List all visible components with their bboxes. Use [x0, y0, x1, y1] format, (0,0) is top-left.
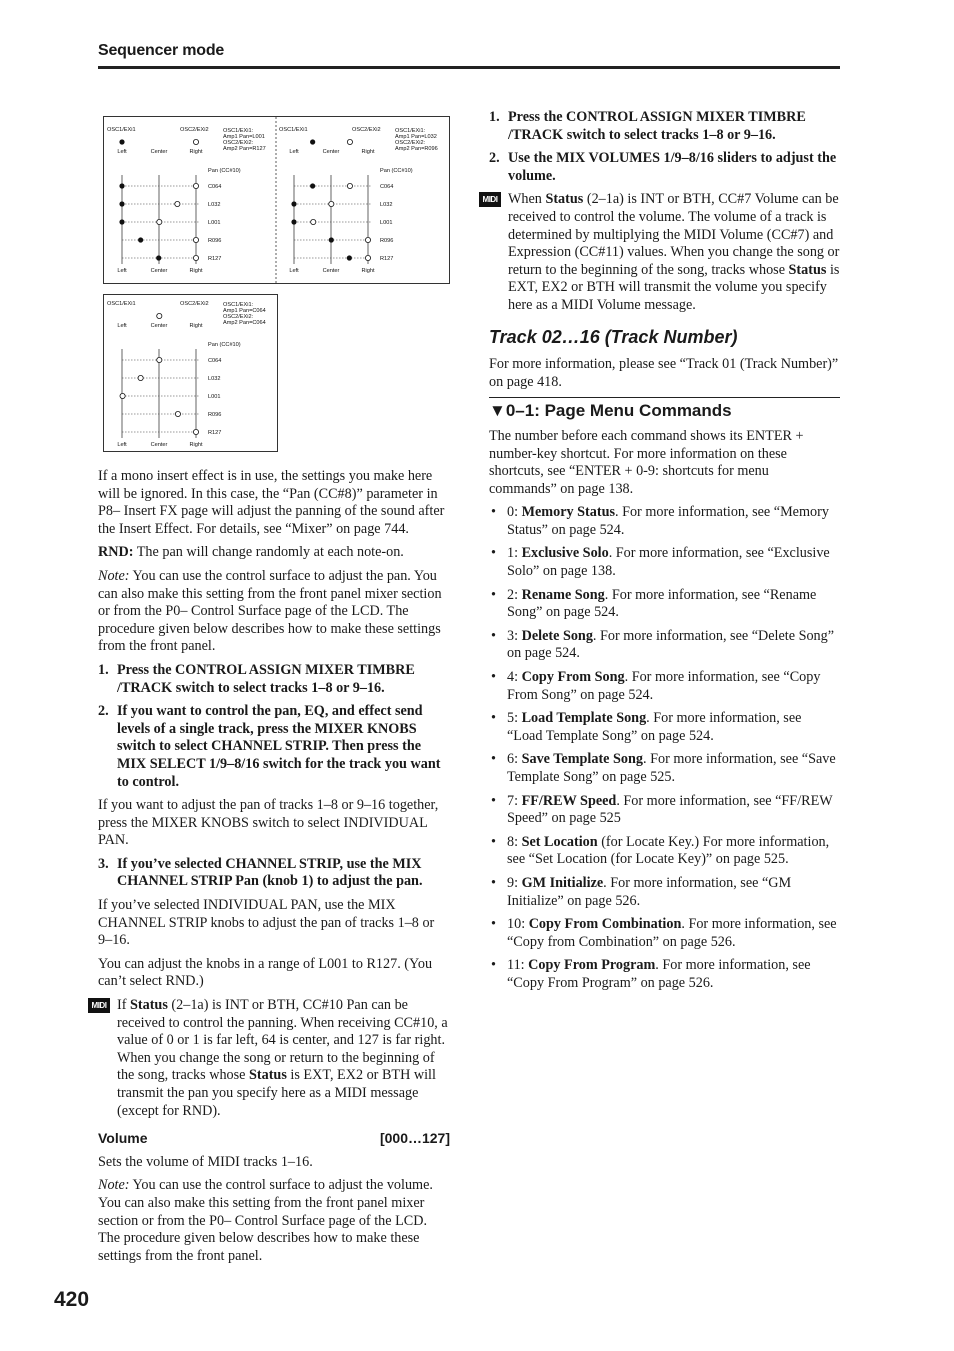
amp-pan-info-line: OSC1/EXi1:	[223, 128, 254, 134]
amp-pan-info-line: Amp2 Pan=R127	[223, 146, 266, 152]
command-description: . For more information, see “Load Template Song” on page 524.	[507, 710, 802, 744]
volume-label: Volume	[98, 1130, 148, 1147]
page-header-title: Sequencer mode	[98, 42, 225, 59]
command-name: Set Location	[521, 833, 598, 850]
command-name: Delete Song	[521, 627, 593, 644]
scale-left-label: Left	[117, 149, 127, 155]
amp-pan-info-line: OSC2/EXi2:	[395, 140, 426, 146]
menu-command-item	[489, 710, 840, 745]
step-text: Press the CONTROL ASSIGN MIXER TIMBRE /TRACK switch to select tracks 1–8 or 9–16.	[117, 661, 415, 696]
osc1-result-marker	[119, 183, 124, 188]
menu-command-item	[489, 545, 840, 580]
pan-row-label: R096	[380, 238, 394, 244]
osc1-result-marker	[329, 237, 334, 242]
midi-logo-icon: MIDI	[88, 998, 110, 1013]
osc2-result-marker	[120, 393, 125, 398]
volume-description: Sets the volume of MIDI tracks 1–16.	[98, 1153, 313, 1170]
pan-step-2	[98, 703, 450, 791]
track-number-heading: Track 02…16 (Track Number)	[489, 326, 738, 347]
osc2-amp-marker	[157, 313, 162, 318]
pan-row-label: R127	[208, 430, 222, 436]
osc2-column-label: OSC2/EXi2	[180, 127, 209, 133]
command-name: Copy From Program	[528, 957, 656, 974]
osc2-result-marker	[157, 357, 162, 362]
midi-text-c: (2–1a) is INT or BTH, CC#10 Pan can be received to control the panning. When receiving CC#10, a value of 0 or 1 is far left, 64 is center, and 127 is far right. When you change the song or return to the beginning of the song, tracks whose	[117, 997, 448, 1084]
osc2-result-marker	[193, 255, 198, 260]
osc2-result-marker	[175, 411, 180, 416]
scale-center-label: Center	[150, 442, 168, 448]
command-name: Load Template Song	[521, 710, 647, 727]
scale-left-label: Left	[289, 268, 299, 274]
step-number: 2.	[98, 703, 109, 720]
menu-command-item	[489, 875, 840, 910]
menu-command-item	[489, 504, 840, 539]
pan-row-label: R096	[208, 412, 222, 418]
midi-logo-icon: MIDI	[479, 192, 501, 207]
pan-diagram-top-svg	[104, 117, 449, 283]
scale-center-label: Center	[150, 149, 168, 155]
command-description: . For more information, see “Copy from Combination” on page 526.	[507, 916, 837, 950]
osc2-amp-marker	[347, 139, 352, 144]
osc2-result-marker	[193, 237, 198, 242]
osc1-result-marker	[347, 255, 352, 260]
midi-text-a: If	[117, 997, 130, 1014]
menu-command-item	[489, 916, 840, 951]
command-number: 0:	[507, 504, 522, 521]
command-name: Copy From Song	[521, 669, 625, 686]
osc2-result-marker	[329, 201, 334, 206]
osc2-result-marker	[138, 375, 143, 380]
pan-row-label: C064	[208, 358, 222, 364]
track-number-text: For more information, please see “Track 01 (Track Number)” on page 418.	[489, 356, 839, 390]
osc2-result-marker	[365, 237, 370, 242]
pan-row-label: L001	[380, 220, 393, 226]
command-name: GM Initialize	[521, 874, 604, 891]
step-text: If you want to control the pan, EQ, and effect send levels of a single track, press the MIXER KNOBS switch to select CHANNEL STRIP. Then press the MIX SELECT 1/9–8/16 switch for the track you want to control.	[117, 703, 441, 790]
amp-pan-info-line: OSC2/EXi2:	[223, 314, 254, 320]
command-description: . For more information, see “Copy From Program” on page 526.	[507, 957, 811, 991]
volume-step-2	[489, 150, 840, 185]
amp-pan-info-line: OSC1/EXi1:	[395, 128, 426, 134]
scale-right-label: Right	[189, 149, 203, 155]
amp-pan-info-line: Amp1 Pan=L001	[223, 134, 265, 140]
step-text: If you’ve selected CHANNEL STRIP, use the MIX CHANNEL STRIP Pan (knob 1) to adjust the pan.	[117, 855, 423, 890]
command-number: 11:	[507, 957, 529, 974]
command-description: . For more information, see “FF/REW Speed” on page 525	[507, 792, 833, 827]
step-text: Use the MIX VOLUMES 1/9–8/16 sliders to adjust the volume.	[508, 150, 837, 184]
pan-row-label: R127	[208, 256, 222, 262]
command-number: 3:	[507, 627, 522, 644]
section-rule	[489, 397, 840, 398]
menu-command-item	[489, 834, 840, 869]
osc1-column-label: OSC1/EXi1	[107, 301, 136, 307]
scale-left-label: Left	[117, 323, 127, 329]
osc1-amp-marker	[310, 139, 315, 144]
step-text: Press the CONTROL ASSIGN MIXER TIMBRE /TRACK switch to select tracks 1–8 or 9–16.	[508, 109, 806, 143]
pan-cc10-label: Pan (CC#10)	[208, 342, 241, 348]
command-description: . For more information, see “Exclusive Solo” on page 138.	[507, 545, 830, 580]
mono-insert-paragraph: If a mono insert effect is in use, the settings you make here will be ignored. In this case, the “Pan (CC#8)” parameter in P8– Insert FX page will adjust the panning of the sound after the Insert Effect. For details, see “Mixer” on page 744.	[98, 468, 445, 537]
pan-row-label: C064	[380, 184, 394, 190]
amp-pan-info-line: Amp1 Pan=C064	[223, 308, 266, 314]
command-number: 9:	[507, 874, 522, 891]
command-description: . For more information, see “Rename Song” on page 524.	[507, 586, 817, 621]
pan-diagram-bottom-svg	[104, 295, 277, 451]
scale-center-label: Center	[322, 268, 340, 274]
scale-right-label: Right	[361, 268, 375, 274]
page-menu-heading: ▼0–1: Page Menu Commands	[489, 401, 732, 421]
scale-left-label: Left	[117, 442, 127, 448]
scale-left-label: Left	[117, 268, 127, 274]
pan-step-3	[98, 856, 450, 891]
osc1-column-label: OSC1/EXi1	[107, 127, 136, 133]
note-text: You can use the control surface to adjust the volume. You can also make this setting from the front panel mixer section or from the P0– Control Surface page of the LCD. The procedure given below describes how to make these settings from the front panel.	[98, 1177, 433, 1264]
step-number: 3.	[98, 855, 109, 872]
scale-right-label: Right	[189, 268, 203, 274]
note-label: Note:	[98, 1177, 130, 1194]
midi-text-a: When	[508, 191, 546, 208]
osc1-result-marker	[119, 219, 124, 224]
pan-step-3-body-1: If you’ve selected INDIVIDUAL PAN, use the MIX CHANNEL STRIP knobs to adjust the pan of tracks 1–8 or 9–16.	[98, 897, 435, 949]
command-number: 10:	[507, 916, 529, 933]
pan-midi-note	[91, 997, 450, 1120]
amp-pan-info-line: Amp2 Pan=C064	[223, 320, 266, 326]
midi-text-c: (2–1a) is INT or BTH, CC#7 Volume can be received to control the volume. The volume of a track is determined by multiplying the MIDI Volume (CC#7) and Expression (CC#11) values. When you change the song or return to the beginning of the song, tracks whose	[508, 191, 840, 278]
osc2-result-marker	[365, 255, 370, 260]
pan-step-3-body-2: You can adjust the knobs in a range of L001 to R127. (You can’t select RND.)	[98, 955, 433, 990]
command-name: Copy From Combination	[528, 916, 682, 933]
pan-row-label: L032	[208, 202, 221, 208]
scale-center-label: Center	[150, 323, 168, 329]
command-description: . For more information, see “Save Template Song” on page 525.	[507, 751, 836, 785]
menu-command-item	[489, 751, 840, 786]
note-label: Note:	[98, 567, 130, 584]
menu-command-list	[489, 504, 840, 992]
step-number: 1.	[98, 661, 109, 678]
pan-row-label: C064	[208, 184, 222, 190]
pan-note-paragraph	[98, 568, 450, 656]
note-text: You can use the control surface to adjust the pan. You can also make this setting from the front panel mixer section or from the P0– Control Surface page of the LCD. The procedure given below describes how to make these settings from the front panel.	[98, 567, 442, 655]
osc1-result-marker	[310, 183, 315, 188]
page-number: 420	[54, 1288, 90, 1311]
pan-diagram-bottom	[103, 294, 278, 452]
command-description: (for Locate Key.) For more information, see “Set Location (for Locate Key)” on page 525.	[507, 833, 830, 868]
step-number: 2.	[489, 150, 500, 167]
amp-pan-info-line: Amp1 Pan=L032	[395, 134, 437, 140]
amp-pan-info-line: OSC2/EXi2:	[223, 140, 254, 146]
rnd-label: RND:	[98, 544, 134, 561]
osc1-result-marker	[138, 237, 143, 242]
rnd-text: The pan will change randomly at each note-on.	[133, 544, 404, 561]
midi-status-term: Status	[249, 1067, 287, 1084]
command-description: . For more information, see “GM Initialize” on page 526.	[507, 874, 792, 909]
command-number: 7:	[507, 792, 522, 809]
volume-note-paragraph	[98, 1177, 450, 1265]
osc2-amp-marker	[193, 139, 198, 144]
left-column	[91, 468, 450, 1271]
menu-command-item	[489, 628, 840, 663]
pan-row-label: L001	[208, 220, 221, 226]
amp-pan-info-line: Amp2 Pan=R096	[395, 146, 438, 152]
midi-status-term: Status	[788, 261, 827, 278]
osc2-result-marker	[175, 201, 180, 206]
pan-cc10-label: Pan (CC#10)	[208, 168, 241, 174]
scale-center-label: Center	[150, 268, 168, 274]
osc1-column-label: OSC1/EXi1	[279, 127, 308, 133]
menu-command-item	[489, 669, 840, 704]
volume-step-1	[489, 109, 840, 144]
pan-diagram-top	[103, 116, 450, 284]
right-column	[482, 109, 840, 999]
osc2-result-marker	[347, 183, 352, 188]
volume-param-heading	[98, 1130, 450, 1148]
step-number: 1.	[489, 109, 500, 125]
page-menu-intro: The number before each command shows its ENTER + number-key shortcut. For more information on these shortcuts, see “ENTER + 0-9: shortcuts for menu commands” on page 138.	[489, 427, 804, 497]
osc2-result-marker	[193, 183, 198, 188]
command-description: . For more information, see “Copy From Song” on page 524.	[507, 669, 821, 703]
command-number: 2:	[507, 586, 522, 603]
osc1-amp-marker	[119, 139, 124, 144]
command-name: Rename Song	[521, 586, 605, 603]
scale-right-label: Right	[361, 149, 375, 155]
amp-pan-info-line: OSC1/EXi1:	[223, 302, 254, 308]
command-name: Save Template Song	[521, 751, 643, 768]
command-name: FF/REW Speed	[521, 792, 617, 809]
command-name: Exclusive Solo	[521, 545, 609, 562]
scale-center-label: Center	[322, 149, 340, 155]
pan-step-2-body: If you want to adjust the pan of tracks 1–8 or 9–16 together, press the MIXER KNOBS switch to select INDIVIDUAL PAN.	[98, 797, 439, 849]
pan-row-label: R127	[380, 256, 394, 262]
midi-text-e: is EXT, EX2 or BTH will transmit the pan you specify here as a MIDI message (except for RND).	[117, 1067, 436, 1119]
midi-status-term: Status	[545, 191, 584, 208]
volume-range: [000…127]	[379, 1130, 450, 1147]
osc1-result-marker	[119, 201, 124, 206]
command-number: 8:	[507, 833, 522, 850]
header-rule	[98, 66, 840, 69]
pan-row-label: L001	[208, 394, 221, 400]
osc2-result-marker	[157, 219, 162, 224]
scale-left-label: Left	[289, 149, 299, 155]
pan-cc10-label: Pan (CC#10)	[380, 168, 413, 174]
osc2-column-label: OSC2/EXi2	[352, 127, 381, 133]
command-number: 6:	[507, 751, 522, 768]
pan-step-1	[98, 662, 450, 697]
menu-command-item	[489, 957, 840, 992]
osc1-result-marker	[291, 201, 296, 206]
osc2-column-label: OSC2/EXi2	[180, 301, 209, 307]
midi-status-term: Status	[130, 997, 168, 1014]
pan-row-label: L032	[208, 376, 221, 382]
scale-right-label: Right	[189, 323, 203, 329]
rnd-paragraph	[98, 544, 450, 562]
command-description: . For more information, see “Memory Status” on page 524.	[507, 504, 829, 538]
pan-row-label: R096	[208, 238, 222, 244]
midi-text-e: is EXT, EX2 or BTH will transmit the volume you specify here as a MIDI Volume message.	[508, 261, 840, 313]
menu-command-item	[489, 793, 840, 828]
command-name: Memory Status	[521, 504, 615, 521]
scale-right-label: Right	[189, 442, 203, 448]
command-number: 1:	[507, 545, 522, 562]
pan-row-label: L032	[380, 202, 393, 208]
osc1-result-marker	[156, 255, 161, 260]
osc1-result-marker	[291, 219, 296, 224]
command-number: 5:	[507, 710, 522, 727]
menu-command-item	[489, 587, 840, 622]
osc2-result-marker	[193, 429, 198, 434]
command-number: 4:	[507, 669, 522, 686]
osc2-result-marker	[311, 219, 316, 224]
command-description: . For more information, see “Delete Song” on page 524.	[507, 627, 835, 662]
volume-midi-note	[482, 191, 840, 314]
